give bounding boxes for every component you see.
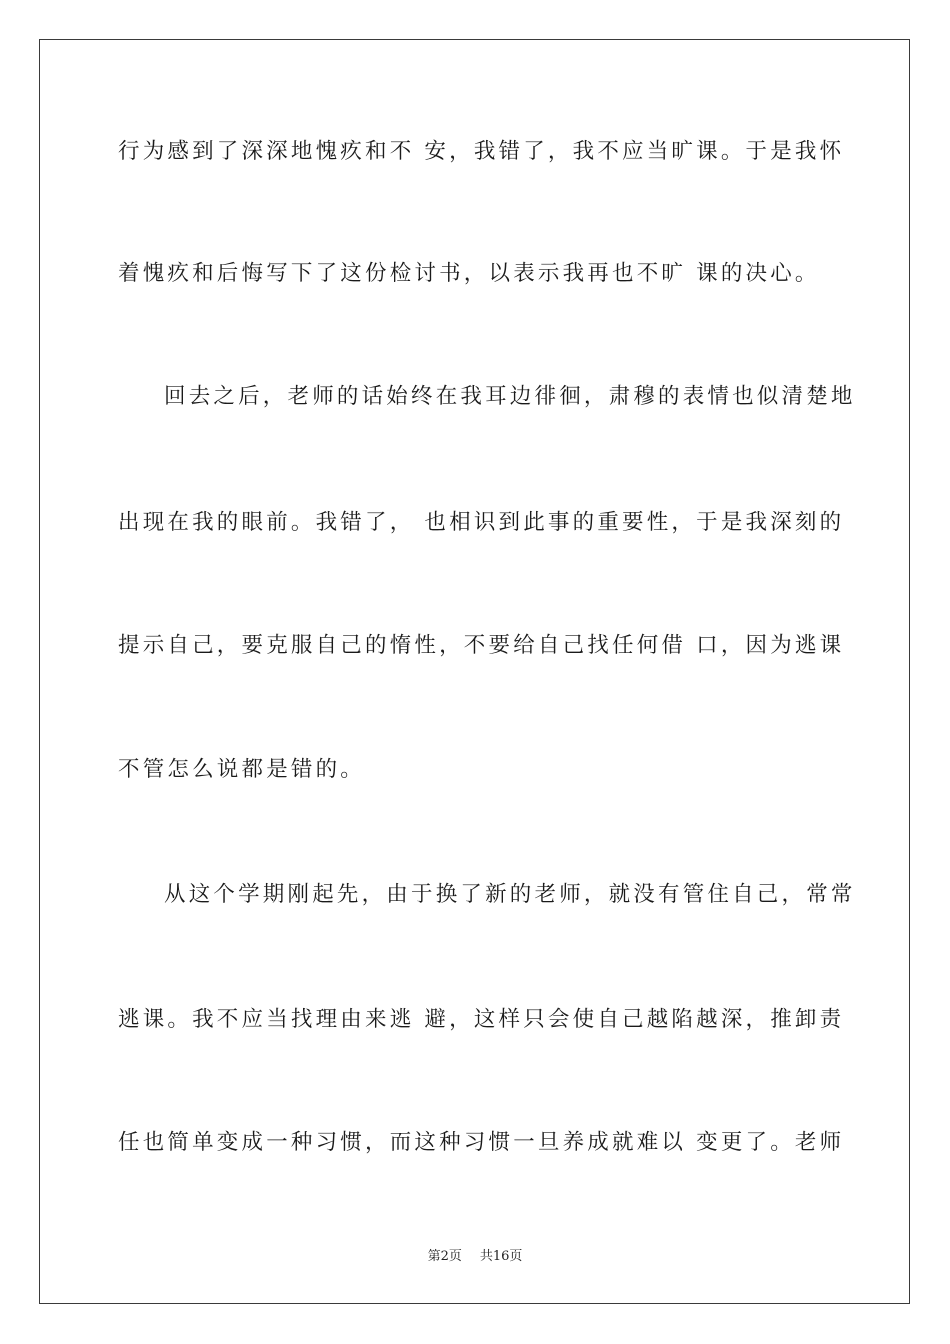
text-line: 任也简单变成一种习惯，而这种习惯一旦养成就难以 变更了。老师 [118, 1130, 845, 1155]
text-line: 不管怎么说都是错的。 [118, 757, 366, 782]
page-border [39, 39, 910, 1304]
text-line: 提示自己，要克服自己的惰性，不要给自己找任何借 口，因为逃课 [118, 633, 845, 658]
page-total: 共16页 [479, 1249, 523, 1264]
paragraph-first-line: 从这个学期刚起先，由于换了新的老师，就没有管住自己，常常 [164, 882, 856, 907]
text-line: 着愧疚和后悔写下了这份检讨书，以表示我再也不旷 课的决心。 [118, 261, 820, 286]
page-number: 第2页 [427, 1249, 462, 1264]
text-line: 出现在我的眼前。我错了， 也相识到此事的重要性，于是我深刻的 [118, 510, 845, 535]
paragraph-first-line: 回去之后，老师的话始终在我耳边徘徊，肃穆的表情也似清楚地 [164, 384, 856, 409]
page-footer [0, 1245, 950, 1264]
text-line: 行为感到了深深地愧疚和不 安，我错了，我不应当旷课。于是我怀 [118, 139, 845, 164]
text-line: 逃课。我不应当找理由来逃 避，这样只会使自己越陷越深，推卸责 [118, 1007, 845, 1032]
